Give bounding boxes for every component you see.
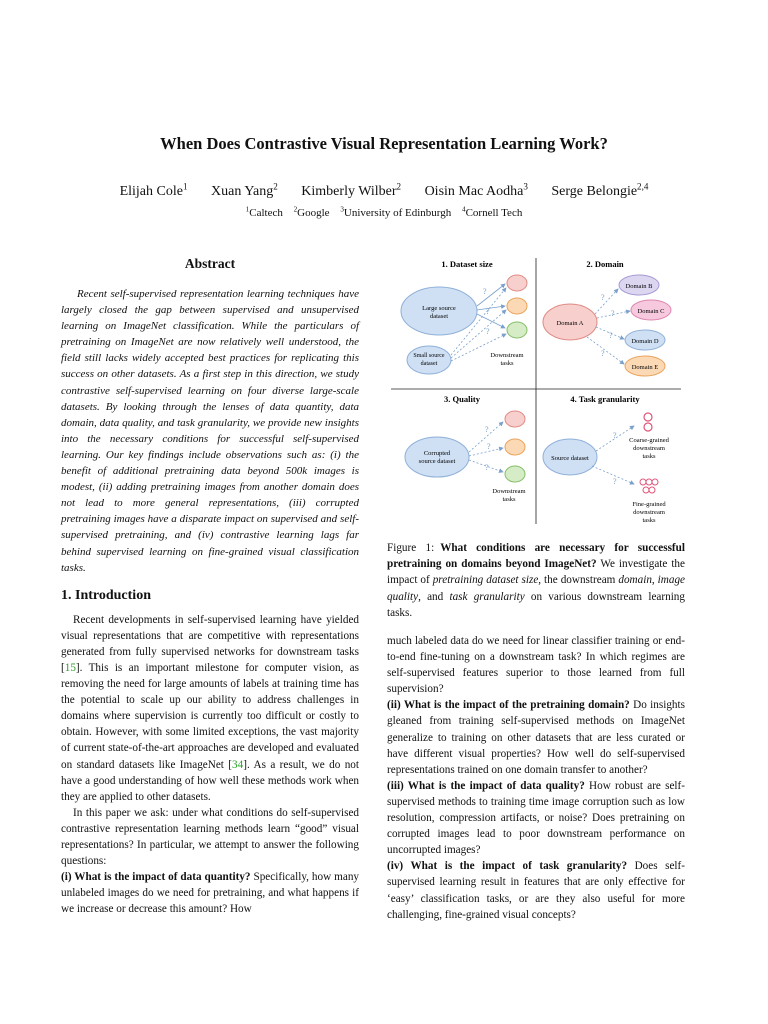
fine-class-icon — [652, 479, 658, 485]
question-1-continued: much labeled data do we need for linear classifier training or end-to-end fine-tuning on a downstream task? In which regimes are self-supervised features superior to those learned from full supervision? — [387, 635, 685, 696]
citation-link[interactable]: 34 — [232, 758, 244, 771]
author: Serge Belongie$^{2,4}$ — [551, 181, 649, 199]
fine-label: Fine-grained — [632, 501, 666, 508]
panel-title-quality: 3. Quality — [444, 394, 480, 404]
downstream-label: Downstream — [492, 488, 526, 495]
task-cloud-red — [505, 411, 525, 427]
question-mark: ? — [485, 425, 489, 434]
domain-e-label: Domain E — [631, 364, 659, 371]
corrupted-label-2: source dataset — [418, 458, 456, 465]
question-4: (iv) What is the impact of task granularity? Does self-supervised learning result in features that are only effective for ‘easy’ classification tasks, or are they also useful for more challenging, fine-grained visual concepts? — [387, 860, 685, 921]
small-source-label-2: dataset — [420, 361, 438, 367]
question-1: (i) What is the impact of data quantity? Specifically, how many unlabeled images do we need for pretraining, and what happens if we increase or decrease this amount? How — [61, 871, 360, 916]
large-source-label: Large source — [422, 305, 456, 312]
paper-title: When Does Contrastive Visual Representation Learning Work? — [160, 134, 608, 153]
question-mark: ? — [486, 327, 490, 336]
left-column — [61, 256, 359, 917]
domain-d-label: Domain D — [631, 338, 659, 345]
domain-c-label: Domain C — [637, 308, 665, 315]
abstract-heading: Abstract — [184, 256, 236, 271]
author: Elijah Cole$^1$ — [119, 181, 188, 199]
domain-b-label: Domain B — [625, 283, 653, 290]
affiliation: $^4$Cornell Tech — [461, 205, 523, 219]
question-mark: ? — [609, 331, 613, 340]
coarse-label-3: tasks — [642, 453, 656, 460]
question-2: (ii) What is the impact of the pretraining domain? Do insights gleaned from training self-supervised methods on ImageNet generalize to training on other datasets that are less curated or have different visual properties? How well do self-supervised representations trained on one domain transfer to another? — [387, 699, 685, 776]
question-mark: ? — [613, 477, 617, 486]
corrupted-label: Corrupted — [423, 450, 451, 457]
downstream-label: Downstream — [490, 352, 524, 359]
small-source-cloud — [407, 346, 451, 374]
fine-class-icon — [646, 479, 652, 485]
coarse-class-icon — [644, 413, 652, 421]
fine-class-icon — [643, 487, 649, 493]
coarse-class-icon — [644, 423, 652, 431]
domain-a-label: Domain A — [556, 320, 584, 327]
intro-paragraph-1: Recent developments in self-supervised learning have yielded visual representations that are competitive with representations generated from fully supervised networks for downstream tasks [15]. This is an important milestone for computer vision, as removing the need for large amounts of labels at training time has the potential to scale up our ability to address challenges in domains where supervision is currently too difficult or costly to obtain. However, with some limited exceptions, the vast majority of current state-of-the-art approaches are developed and evaluated on standard datasets like ImageNet [34]. As a result, we do not have a good understanding of how well these methods work when they are applied to other datasets. — [61, 613, 360, 803]
affiliation-list — [0, 207, 768, 219]
task-cloud-green — [505, 466, 525, 482]
affiliation: $^1$Caltech — [245, 205, 283, 219]
panel-title-domain: 2. Domain — [586, 259, 624, 269]
fine-class-icon — [640, 479, 646, 485]
small-source-label: Small source — [413, 353, 445, 359]
fine-label-2: downstream — [633, 509, 665, 516]
section-heading-introduction: 1. Introduction — [61, 587, 151, 603]
fine-class-icon — [649, 487, 655, 493]
figure-1 — [387, 254, 685, 529]
citation-link[interactable]: 15 — [64, 661, 76, 674]
task-cloud-green — [507, 322, 527, 338]
large-source-label-2: dataset — [429, 313, 449, 320]
downstream-label-2: tasks — [502, 496, 516, 503]
panel-title-task-granularity: 4. Task granularity — [570, 394, 640, 404]
question-mark: ? — [487, 442, 491, 451]
author: Oisin Mac Aodha$^3$ — [424, 181, 528, 199]
coarse-label: Coarse-grained — [629, 437, 669, 444]
question-mark: ? — [485, 463, 489, 472]
panel-title-dataset-size: 1. Dataset size — [441, 259, 493, 269]
corrupted-source-cloud — [405, 437, 469, 477]
question-mark: ? — [611, 309, 615, 318]
coarse-label-2: downstream — [633, 445, 665, 452]
figure-1-diagram — [387, 254, 685, 529]
author: Kimberly Wilber$^2$ — [301, 181, 402, 199]
task-cloud-orange — [505, 439, 525, 455]
author-list — [0, 181, 768, 200]
task-cloud-orange — [507, 298, 527, 314]
task-cloud-red — [507, 275, 527, 291]
question-mark: ? — [483, 287, 487, 296]
abstract-text: Recent self-supervised representation learning techniques have largely closed the gap between supervised and unsupervised learning on ImageNet classification. While the particulars of pretraining on ImageNet are now relatively well understood, the field still lacks widely accepted best practices for replicating this success on other datasets. As a first step in this direction, we study contrastive self-supervised learning on four diverse large-scale datasets. By looking through the lenses of data quantity, data domain, data quality, and task granularity, we provide new insights into the necessary conditions for successful self-supervised learning. Our key findings include observations such as: (i) the benefit of additional pretraining data beyond 500k images is modest, (ii) adding pretraining images from another domain does not lead to more general representations, (iii) corrupted pretraining images have a disparate impact on supervised and self-supervised pretraining, and (iv) contrastive learning lags far behind supervised learning on fine-grained visual classification tasks. — [61, 288, 359, 574]
affiliation: $^3$University of Edinburgh — [340, 205, 452, 219]
right-column — [387, 540, 685, 923]
question-mark: ? — [601, 349, 605, 358]
affiliation: $^2$Google — [293, 205, 330, 219]
question-mark: ? — [601, 293, 605, 302]
question-mark: ? — [613, 431, 617, 440]
author: Xuan Yang$^2$ — [211, 181, 278, 199]
intro-paragraph-2: In this paper we ask: under what conditions do self-supervised contrastive representation learning methods learn “good” visual representations? In particular, we attempt to answer the following questions: — [61, 806, 359, 868]
question-mark: ? — [486, 307, 490, 316]
figure-1-caption: Figure 1: What conditions are necessary for successful pretraining on domains beyond ImageNet? We investigate the impact of pretraining dataset size, the downstream domain, image quality, and task granularity on various downstream learning tasks. — [387, 542, 686, 619]
question-3: (iii) What is the impact of data quality? How robust are self-supervised methods to training time image corruption such as low resolution, compression artifacts, or noise? Does pretraining on corrupted images lead to poor downstream performance on uncorrupted images? — [387, 779, 685, 857]
downstream-label-2: tasks — [500, 360, 514, 367]
source-dataset-label: Source dataset — [551, 455, 589, 462]
fine-label-3: tasks — [642, 517, 656, 524]
